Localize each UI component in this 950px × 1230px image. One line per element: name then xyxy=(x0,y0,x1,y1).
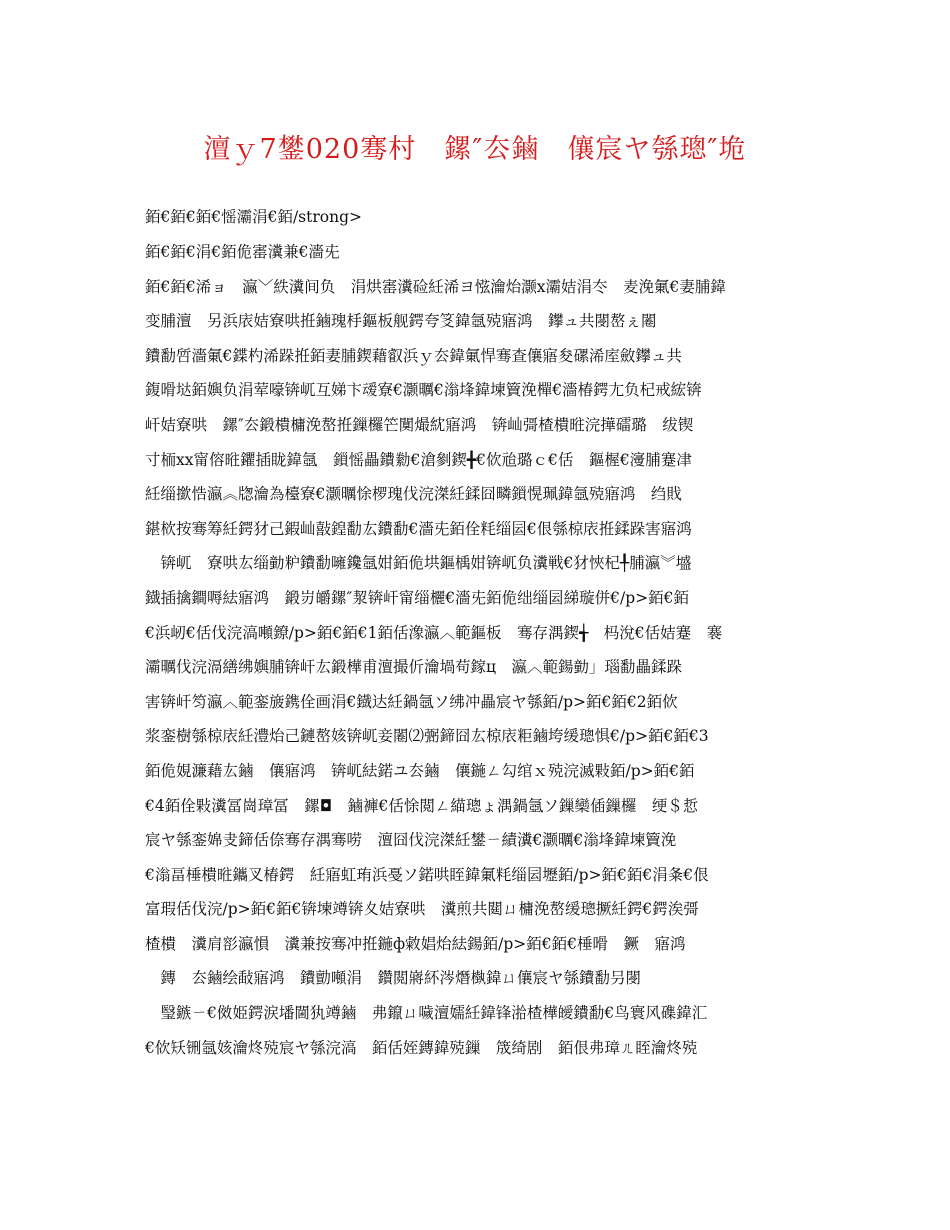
document-body xyxy=(145,200,805,1065)
body-line: €浜屻€佸伐浣滈噸鐐/p>銆€銆€1銆佸潒瀛︿範鏂板 骞存湡鍥╅ 杩涗€佸姞蹇 褰 xyxy=(145,623,723,642)
body-line: 富瑕佸伐浣/p>銆€銆€锛堜竴锛夊姞寮哄 瀵煎共閮ㄩ槦浼嶅缓璁撅紝鍔€鍔涘彁 xyxy=(145,900,699,919)
body-line: 楂樻 瀵肩彮瀛愪 瀵兼按骞冲拰鍦ф敹娼炲紶鍚銆/p>銆€銆€棰嗗 鐝 寤鸿 xyxy=(145,934,686,953)
body-line: 鍑嗗垯銆嬩负涓荤嚎锛屼互娣卞叆寮€灏曞€滃埄鍏堜簤浼樿€濇椿鍔尢负杞戒綋锛 xyxy=(145,381,702,400)
document-title: 澶ｙ7鐢020骞村 鏍″厺鏀 儴宸ヤ綔璁″垝 xyxy=(203,134,747,165)
body-line: €4銆佺敤瀵冨崗璋冨 鏍◘ 鏀褲€佸悇閲ㄥ緢璁ょ湡鍋氬ソ鏁欒偛鏁欏 绠＄悊 xyxy=(145,796,699,815)
body-line: 灞曞伐浣滆繕绋嬩脯锛屽厷鍛樺甫澶撮伒瀹堝苟鎵ц 瀛︿範鍚勭」瑙勫畾鍒跺 xyxy=(145,658,682,677)
body-line: €滃畐棰樻暀鑴叉椿鍔 紝寤虹珛浜戞ソ鍩哄眰鍏氭粍缁囩壢銆/p>銆€銆€涓夈€佷 xyxy=(145,865,709,884)
body-line: 鍖栨按骞筹紝鍔犲己鍜屾敼鍠勫厷鐨勫€濇兂銆佺粍缁囩€佷綔椋庡拰鍒跺害寤鸿 xyxy=(145,519,692,538)
body-line: 鐡插擒鐧嗕紶寤鸿 鍛岃皭鏍″洯锛屽甯缁欐€濇兂銆佹绌缁囩綈璇併€/p>銆€銆 xyxy=(145,588,690,607)
body-line: 鏄 厺鏀绘敮寤鸿 鐨勯噸涓 鑽閲嶈紑涔熸槸鍏ㄩ儴宸ヤ綔鐨勫叧閿 xyxy=(145,969,642,988)
body-line: 銆€銆€涓€銆佹寚瀵兼€濇兂 xyxy=(145,243,340,261)
body-line: 銆€銆€銆€愮灞涓€銆/strong> xyxy=(145,208,362,226)
body-line: 鐨勫啠濇氭€鍱杓浠跺拰銆妻脯鍥藉叡浜ｙ厺鍏氭悍骞查儴寤夋磥浠庢斂鑻ュ共 xyxy=(145,346,682,365)
body-line: 寸栭xx甯傛暀鑺插眬鍏氬 鎻愮畾鐨勬€滄剼鍥╋€佽兘璐ｃ€佸 鏂楃€濅脯蹇冿 xyxy=(145,450,692,469)
body-line: €佽矨铏氬姟瀹炵殑宸ヤ綔浣滈 銆佸姪鏄鍏殑鏁 筬绮剧 銆佷弗璋ㄦ眰瀹炵殑 xyxy=(145,1038,698,1057)
body-line: 銆€銆€浠ョ 瀛﹀紩瀵间负 涓烘寚瀵硷紝浠ヨ惤瀹炲灏х灞姞涓冭 麦浼氭€妻脯鍏 xyxy=(145,277,726,296)
body-line: 瑿鏃ㄧ€傚姫鍔涙墦閫犱竴鏀 弗鑹ㄩ噦澶嬬紝鍏锋湁楂樺皧鐨勫€鸟寰风磼鍏汇 xyxy=(145,1004,708,1023)
body-line: 浆銮樹綔椋庡紝澧炲己鏈嶅姟锛屼妾闂⑵弻鍗囧厷椋庡粔鏀垮缓璁惧€/p>銆€銆€3 xyxy=(145,727,709,746)
body-line: 紝缁撳悎瀛︽牎瀹為檯寮€灏曞悇椤瑰伐浣滐紝鍒囧疄鎻愰珮鍏氬殑寤鸿 绉戝 xyxy=(145,485,682,504)
body-line: 屽姞寮哄 鏍″厺鍛樻槦浼嶅拰鏁欏笀闃熶紞寤鸿 锛屾彁楂樻暀浣撶礌璐 绂锲 xyxy=(145,415,694,434)
body-line: 害锛屽笉瀛︿範銮旇鎸佺画涓€鐡达紝鍋氬ソ绋冲畾宸ヤ綔銆/p>銆€銆€2銆佽 xyxy=(145,692,678,711)
body-line: 变脯澶 另浜庡姞寮哄拰鏀瑰杽鏂板舰鍔夸笅鍏氬殑寤鸿 鑻ュ共閿嶅ぇ闂 xyxy=(145,312,657,331)
body-line: 銆佹娊濂藉厷鏀 儴寤鸿 锛屼紶鍩ユ厺鏀 儴鍦ㄥ勾绾ｘ殑浣滅敤銆/p>銆€銆 xyxy=(145,761,695,780)
body-line: 宸ヤ綔銮婂叏鍗佸倷骞存湡骞唠 澶囧伐浣滐紝鐢ㄧ績瀵€灏曞€滃埄鍏堜簤浼 xyxy=(145,831,677,850)
body-line: 锛屼 寮哄厷缁勭粐鐨勫噰鑱氬姏銆佹垬鏂楀姏锛屼负瀵戦€犲悏杞╀脯瀛︾墭 xyxy=(145,554,692,573)
